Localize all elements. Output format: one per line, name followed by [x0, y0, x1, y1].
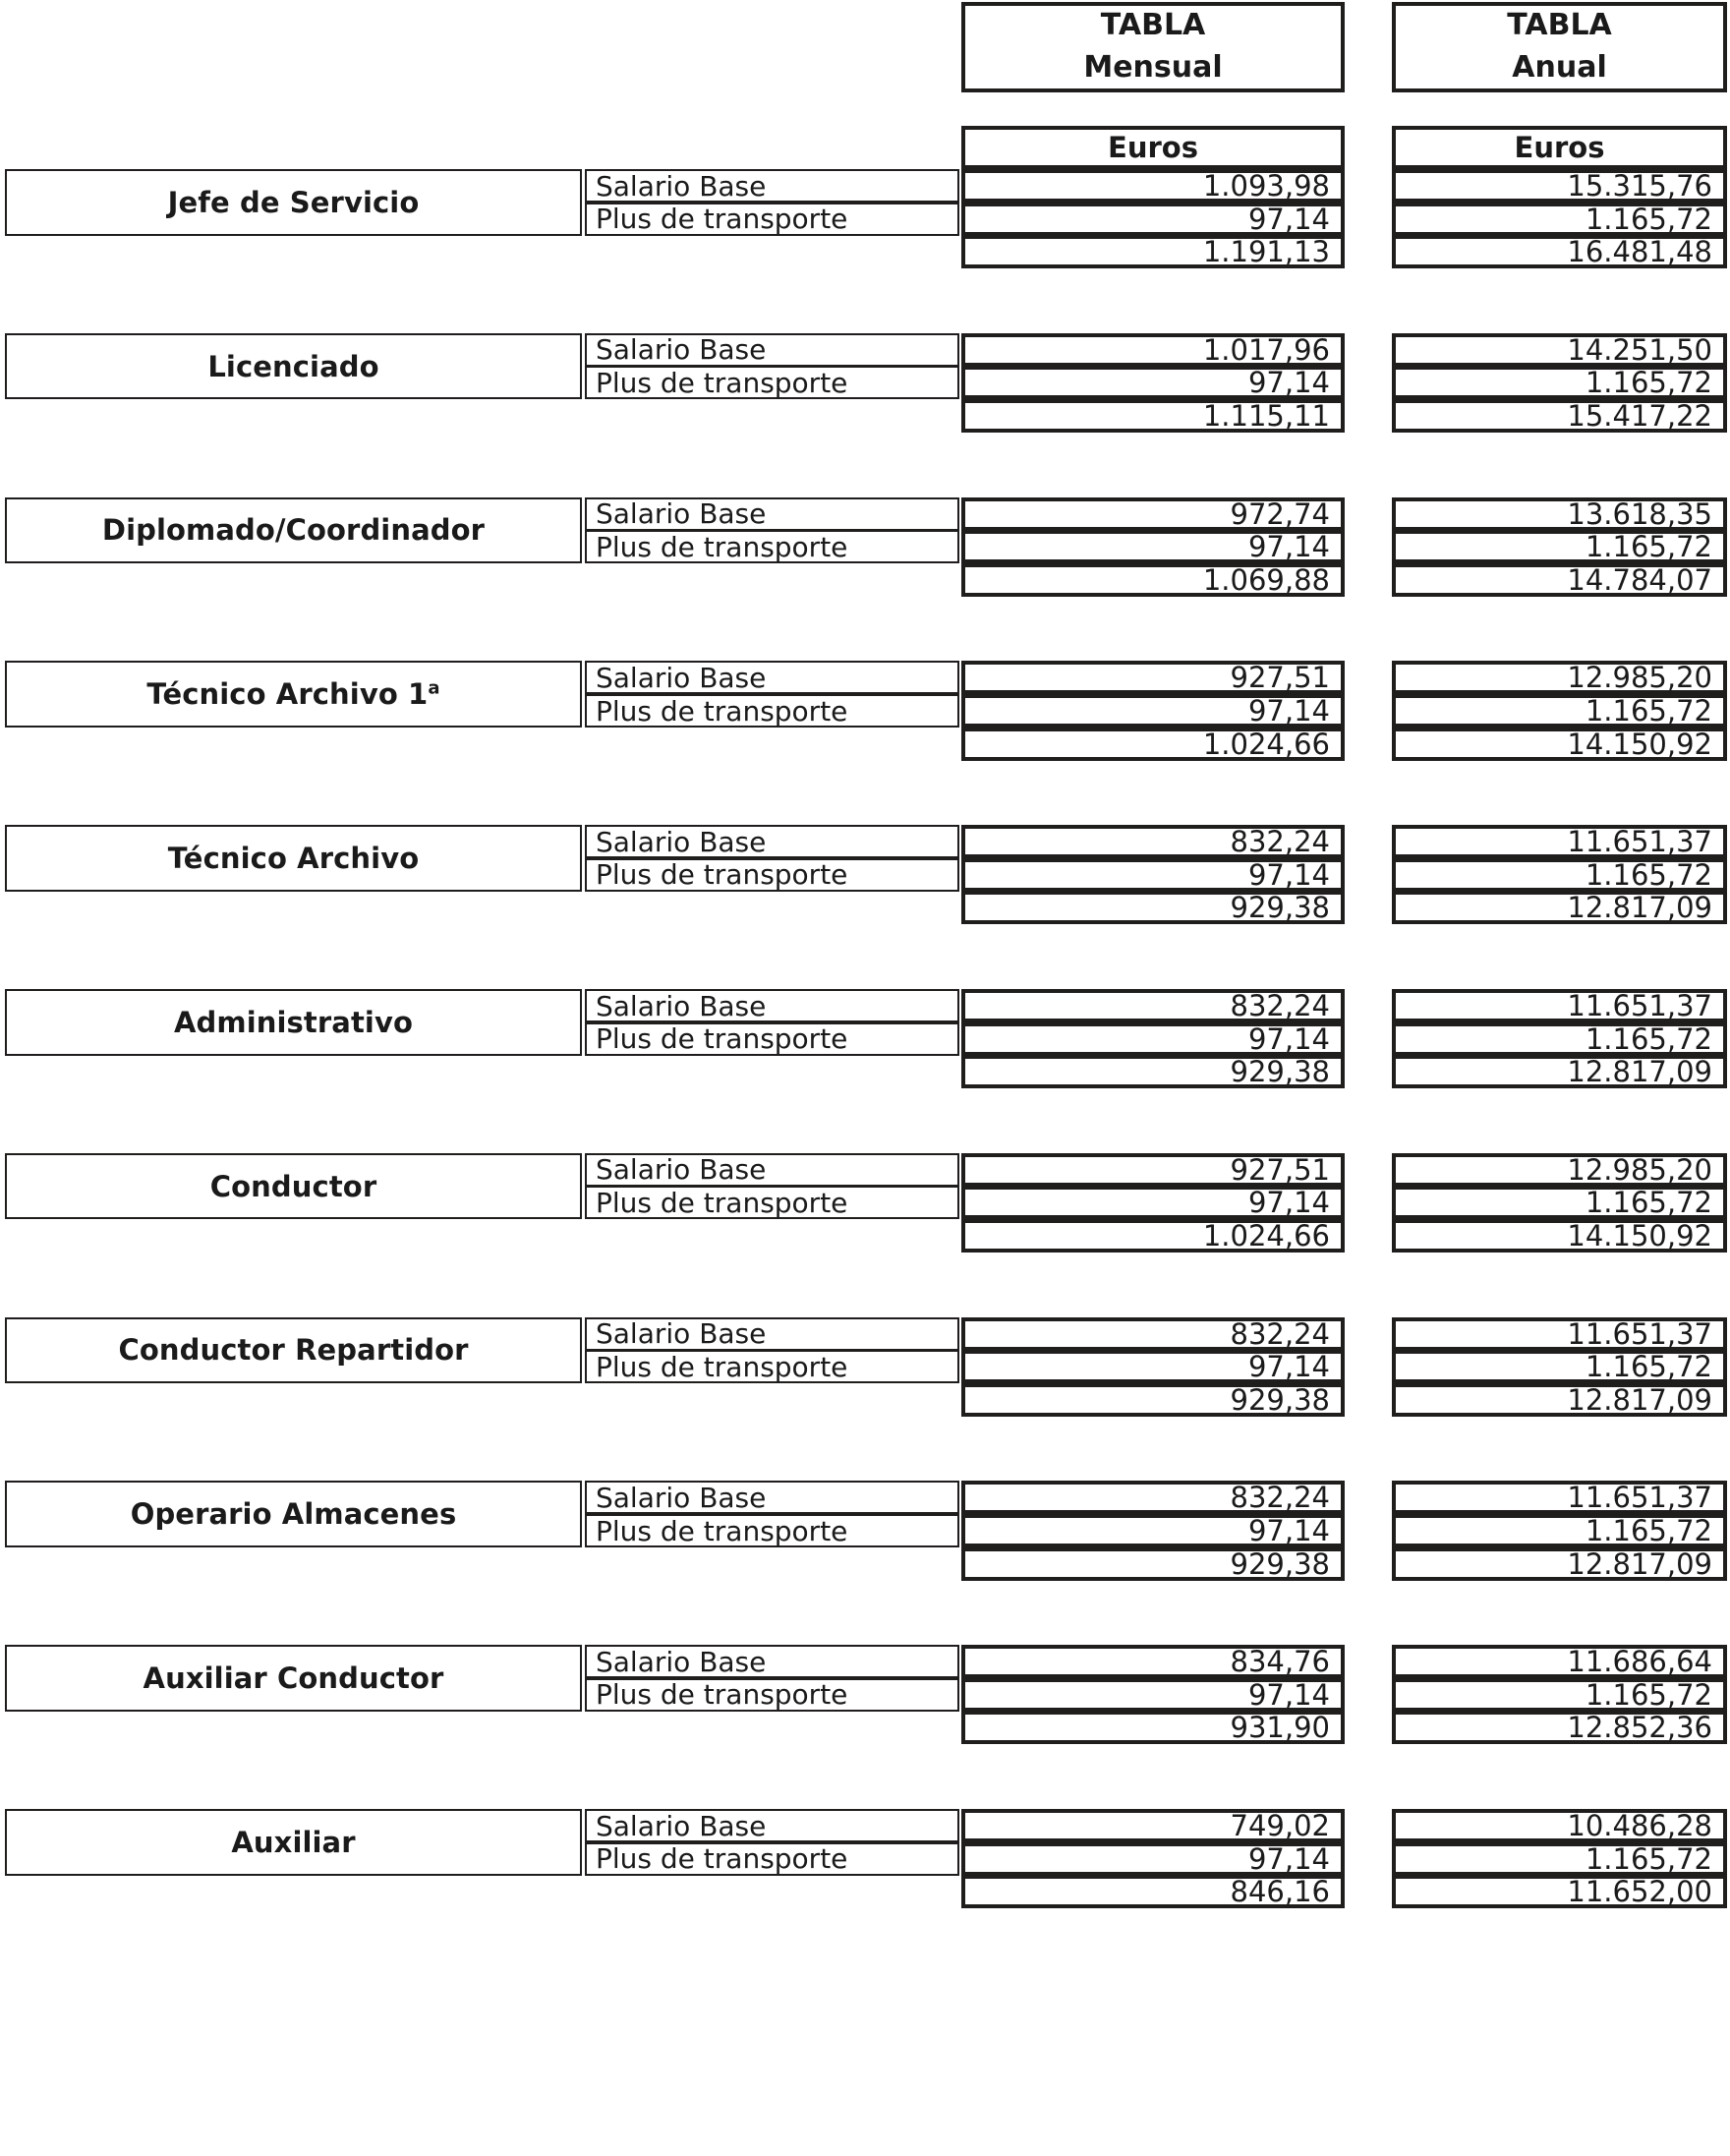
value-anual-salario-base: 15.315,76 — [1392, 169, 1727, 203]
value-anual-total: 12.852,36 — [1392, 1711, 1727, 1744]
job-title-label: Jefe de Servicio — [167, 185, 420, 219]
concept-salario-base: Salario Base — [585, 1809, 959, 1842]
value-anual-plus-transporte: 1.165,72 — [1392, 530, 1727, 563]
job-title-label: Técnico Archivo 1$^a$ — [146, 677, 440, 712]
job-title-cell — [5, 169, 582, 236]
job-title-label: Auxiliar — [231, 1825, 356, 1859]
value-anual-plus-transporte: 1.165,72 — [1392, 203, 1727, 236]
value-anual-total: 12.817,09 — [1392, 1383, 1727, 1417]
value-mensual-total: 929,38 — [961, 1055, 1345, 1088]
value-anual-salario-base: 14.251,50 — [1392, 333, 1727, 367]
concept-plus-transporte: Plus de transporte — [585, 1514, 959, 1547]
concept-plus-transporte: Plus de transporte — [585, 530, 959, 563]
value-mensual-total: 846,16 — [961, 1875, 1345, 1908]
value-mensual-total: 1.069,88 — [961, 563, 1345, 597]
job-title-label: Licenciado — [207, 349, 379, 383]
value-anual-plus-transporte: 1.165,72 — [1392, 858, 1727, 892]
value-anual-salario-base: 11.651,37 — [1392, 1317, 1727, 1351]
concept-plus-transporte: Plus de transporte — [585, 1678, 959, 1712]
value-mensual-salario-base: 832,24 — [961, 989, 1345, 1022]
value-mensual-plus-transporte: 97,14 — [961, 530, 1345, 563]
value-mensual-salario-base: 927,51 — [961, 661, 1345, 694]
job-title-label: Auxiliar Conductor — [143, 1661, 444, 1695]
header-mensual-line1: TABLA — [1100, 8, 1206, 43]
concept-salario-base: Salario Base — [585, 169, 959, 203]
value-anual-salario-base: 12.985,20 — [1392, 1153, 1727, 1187]
job-title-cell — [5, 1645, 582, 1712]
value-anual-total: 14.150,92 — [1392, 1219, 1727, 1253]
value-mensual-total: 1.191,13 — [961, 235, 1345, 268]
job-title-ordinal: a — [428, 677, 440, 699]
job-title-cell — [5, 989, 582, 1056]
job-title-label: Conductor — [209, 1169, 377, 1203]
value-anual-plus-transporte: 1.165,72 — [1392, 366, 1727, 399]
job-title-cell — [5, 825, 582, 892]
value-mensual-salario-base: 927,51 — [961, 1153, 1345, 1187]
value-mensual-total: 929,38 — [961, 891, 1345, 924]
value-mensual-plus-transporte: 97,14 — [961, 694, 1345, 728]
header-anual-title — [1392, 2, 1727, 92]
concept-salario-base: Salario Base — [585, 989, 959, 1022]
value-anual-total: 12.817,09 — [1392, 1547, 1727, 1581]
value-mensual-total: 931,90 — [961, 1711, 1345, 1744]
value-anual-plus-transporte: 1.165,72 — [1392, 1514, 1727, 1547]
job-title-label: Diplomado/Coordinador — [101, 513, 486, 548]
header-mensual-title — [961, 2, 1345, 92]
value-mensual-plus-transporte: 97,14 — [961, 203, 1345, 236]
job-title-label: Técnico Archivo — [167, 841, 420, 875]
header-anual-line2: Anual — [1512, 50, 1607, 85]
concept-plus-transporte: Plus de transporte — [585, 366, 959, 399]
value-mensual-plus-transporte: 97,14 — [961, 1514, 1345, 1547]
value-mensual-salario-base: 832,24 — [961, 825, 1345, 858]
header-mensual-unit: Euros — [961, 126, 1345, 169]
value-anual-plus-transporte: 1.165,72 — [1392, 1186, 1727, 1219]
value-anual-total: 15.417,22 — [1392, 399, 1727, 433]
value-mensual-plus-transporte: 97,14 — [961, 1022, 1345, 1056]
job-title-cell — [5, 333, 582, 400]
header-anual-unit: Euros — [1392, 126, 1727, 169]
concept-plus-transporte: Plus de transporte — [585, 203, 959, 236]
value-anual-plus-transporte: 1.165,72 — [1392, 1678, 1727, 1712]
value-mensual-salario-base: 832,24 — [961, 1481, 1345, 1514]
value-mensual-plus-transporte: 97,14 — [961, 858, 1345, 892]
value-anual-total: 12.817,09 — [1392, 891, 1727, 924]
job-title-cell — [5, 1809, 582, 1876]
value-mensual-total: 1.115,11 — [961, 399, 1345, 433]
value-mensual-salario-base: 749,02 — [961, 1809, 1345, 1842]
value-anual-salario-base: 11.686,64 — [1392, 1645, 1727, 1678]
value-mensual-plus-transporte: 97,14 — [961, 366, 1345, 399]
concept-plus-transporte: Plus de transporte — [585, 1350, 959, 1383]
concept-salario-base: Salario Base — [585, 1317, 959, 1351]
value-anual-plus-transporte: 1.165,72 — [1392, 1022, 1727, 1056]
concept-salario-base: Salario Base — [585, 1645, 959, 1678]
job-title-cell — [5, 497, 582, 564]
concept-salario-base: Salario Base — [585, 333, 959, 367]
value-mensual-total: 1.024,66 — [961, 1219, 1345, 1253]
value-mensual-total: 929,38 — [961, 1547, 1345, 1581]
value-mensual-total: 929,38 — [961, 1383, 1345, 1417]
job-title-label: Administrativo — [174, 1005, 413, 1039]
value-anual-total: 11.652,00 — [1392, 1875, 1727, 1908]
job-title-cell — [5, 1317, 582, 1384]
concept-plus-transporte: Plus de transporte — [585, 1186, 959, 1219]
job-title-label: Operario Almacenes — [130, 1497, 457, 1532]
value-anual-salario-base: 13.618,35 — [1392, 497, 1727, 531]
job-title-cell — [5, 1481, 582, 1547]
value-anual-salario-base: 11.651,37 — [1392, 989, 1727, 1022]
value-anual-plus-transporte: 1.165,72 — [1392, 1350, 1727, 1383]
concept-salario-base: Salario Base — [585, 497, 959, 531]
concept-salario-base: Salario Base — [585, 1481, 959, 1514]
value-mensual-salario-base: 1.017,96 — [961, 333, 1345, 367]
value-anual-total: 14.784,07 — [1392, 563, 1727, 597]
job-title-cell — [5, 661, 582, 728]
header-anual-line1: TABLA — [1507, 8, 1612, 43]
value-mensual-salario-base: 834,76 — [961, 1645, 1345, 1678]
concept-salario-base: Salario Base — [585, 825, 959, 858]
concept-salario-base: Salario Base — [585, 1153, 959, 1187]
concept-plus-transporte: Plus de transporte — [585, 694, 959, 728]
value-anual-salario-base: 12.985,20 — [1392, 661, 1727, 694]
value-anual-plus-transporte: 1.165,72 — [1392, 694, 1727, 728]
concept-plus-transporte: Plus de transporte — [585, 1022, 959, 1056]
value-anual-total: 14.150,92 — [1392, 728, 1727, 761]
job-title-cell — [5, 1153, 582, 1220]
header-mensual-line2: Mensual — [1083, 50, 1223, 85]
value-anual-plus-transporte: 1.165,72 — [1392, 1842, 1727, 1876]
concept-plus-transporte: Plus de transporte — [585, 858, 959, 892]
job-title-label: Conductor Repartidor — [118, 1333, 469, 1368]
value-mensual-salario-base: 1.093,98 — [961, 169, 1345, 203]
value-mensual-plus-transporte: 97,14 — [961, 1350, 1345, 1383]
value-anual-total: 12.817,09 — [1392, 1055, 1727, 1088]
value-anual-salario-base: 11.651,37 — [1392, 1481, 1727, 1514]
value-mensual-salario-base: 832,24 — [961, 1317, 1345, 1351]
value-mensual-plus-transporte: 97,14 — [961, 1678, 1345, 1712]
value-anual-salario-base: 10.486,28 — [1392, 1809, 1727, 1842]
value-mensual-plus-transporte: 97,14 — [961, 1186, 1345, 1219]
value-mensual-plus-transporte: 97,14 — [961, 1842, 1345, 1876]
concept-plus-transporte: Plus de transporte — [585, 1842, 959, 1876]
value-anual-salario-base: 11.651,37 — [1392, 825, 1727, 858]
value-mensual-total: 1.024,66 — [961, 728, 1345, 761]
value-mensual-salario-base: 972,74 — [961, 497, 1345, 531]
concept-salario-base: Salario Base — [585, 661, 959, 694]
value-anual-total: 16.481,48 — [1392, 235, 1727, 268]
